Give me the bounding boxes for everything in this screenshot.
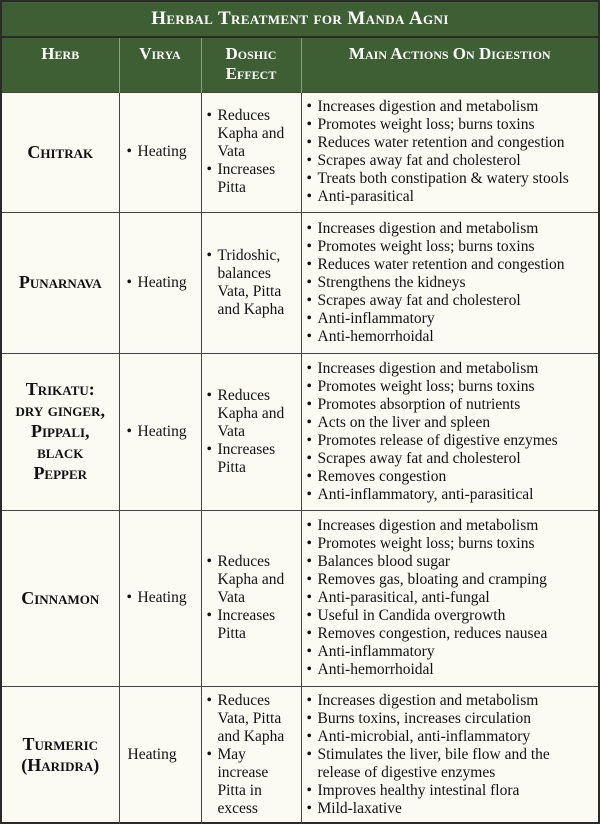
digestion-action-item: • Improves healthy intestinal flora xyxy=(306,782,597,800)
doshic-effect-item: • Reduces Kapha and Vata xyxy=(206,387,299,441)
virya-list xyxy=(126,274,201,292)
digestion-action-item: • Useful in Candida overgrowth xyxy=(306,607,597,625)
virya-cell xyxy=(119,686,201,824)
digestion-action-item: • Anti-parasitical xyxy=(306,188,597,206)
herb-name-line: Pippali, xyxy=(30,421,90,441)
digestion-actions-cell xyxy=(301,92,598,212)
virya-value: Heating xyxy=(127,746,177,764)
doshic-effect-list xyxy=(206,692,299,818)
table-row xyxy=(2,510,598,686)
digestion-action-item: • Removes congestion xyxy=(306,468,597,486)
doshic-effect-cell xyxy=(201,212,301,353)
table-title: Herbal Treatment for Manda Agni xyxy=(2,2,598,38)
virya-value: • Heating xyxy=(126,589,201,607)
digestion-actions-list xyxy=(306,98,597,206)
digestion-action-item: • Reduces water retention and congestion xyxy=(306,256,597,274)
herb-name-line: Chitrak xyxy=(27,141,94,162)
digestion-action-item: • Scrapes away fat and cholesterol xyxy=(306,450,597,468)
herb-name-line: Trikatu: xyxy=(25,379,95,399)
digestion-action-item: • Increases digestion and metabolism xyxy=(306,360,597,378)
herb-name-line: Turmeric xyxy=(22,734,99,755)
header-herb: Herb xyxy=(41,44,80,63)
herb-name-line: black xyxy=(37,442,84,462)
digestion-action-item: • Anti-inflammatory, anti-parasitical xyxy=(306,486,597,504)
digestion-actions-list xyxy=(306,692,597,818)
doshic-effect-cell xyxy=(201,686,301,824)
digestion-action-item: • Promotes absorption of nutrients xyxy=(306,396,597,414)
doshic-effect-item: • Increases Pitta xyxy=(206,441,299,477)
digestion-actions-cell xyxy=(301,686,598,824)
doshic-effect-item: • Increases Pitta xyxy=(206,161,299,197)
digestion-action-item: • Anti-inflammatory xyxy=(306,310,597,328)
digestion-actions-cell xyxy=(301,353,598,510)
digestion-action-item: • Increases digestion and metabolism xyxy=(306,220,597,238)
doshic-effect-cell xyxy=(201,510,301,686)
herb-name-cell xyxy=(2,686,119,824)
herb-name-line: dry ginger, xyxy=(15,400,105,420)
virya-value: • Heating xyxy=(126,274,201,292)
table-row xyxy=(2,353,598,510)
digestion-action-item: • Removes gas, bloating and cramping xyxy=(306,571,597,589)
doshic-effect-item: • Reduces Kapha and Vata xyxy=(206,553,299,607)
virya-list xyxy=(126,589,201,607)
herb-table xyxy=(2,38,598,824)
doshic-effect-item: • Increases Pitta xyxy=(206,607,299,643)
virya-cell xyxy=(119,212,201,353)
digestion-actions-list xyxy=(306,220,597,346)
herb-name-line: Punarnava xyxy=(18,272,102,292)
header-virya: Virya xyxy=(119,38,201,92)
doshic-effect-cell xyxy=(201,353,301,510)
doshic-effect-item: • May increase Pitta in excess xyxy=(206,746,299,818)
doshic-effect-list xyxy=(206,107,299,197)
digestion-action-item: • Stimulates the liver, bile flow and the release of digestive enzymes xyxy=(306,746,597,782)
digestion-action-item: • Promotes release of digestive enzymes xyxy=(306,432,597,450)
digestion-action-item: • Acts on the liver and spleen xyxy=(306,414,597,432)
digestion-action-item: • Increases digestion and metabolism xyxy=(306,98,597,116)
digestion-action-item: • Burns toxins, increases circulation xyxy=(306,710,597,728)
herb-name-cell xyxy=(2,212,119,353)
herb-name-line: Pepper xyxy=(33,463,88,483)
digestion-action-item: • Promotes weight loss; burns toxins xyxy=(306,378,597,396)
digestion-action-item: • Anti-inflammatory xyxy=(306,643,597,661)
herb-name-cell xyxy=(2,92,119,212)
digestion-action-item: • Promotes weight loss; burns toxins xyxy=(306,116,597,134)
herb-name-line: (Haridra) xyxy=(21,755,100,776)
table-row xyxy=(2,212,598,353)
digestion-action-item: • Treats both constipation & watery stools xyxy=(306,170,597,188)
virya-cell xyxy=(119,92,201,212)
table-row xyxy=(2,686,598,824)
virya-cell xyxy=(119,510,201,686)
virya-cell xyxy=(119,353,201,510)
doshic-effect-cell xyxy=(201,92,301,212)
digestion-action-item: • Balances blood sugar xyxy=(306,553,597,571)
doshic-effect-list xyxy=(206,247,299,319)
virya-list xyxy=(126,143,201,161)
digestion-action-item: • Promotes weight loss; burns toxins xyxy=(306,535,597,553)
doshic-effect-list xyxy=(206,387,299,477)
header-main-actions: Main Actions On Digestion xyxy=(301,38,598,92)
digestion-action-item: • Mild-laxative xyxy=(306,800,597,818)
virya-value: • Heating xyxy=(126,423,201,441)
doshic-effect-item: • Tridoshic, balances Vata, Pitta and Kapha xyxy=(206,247,299,319)
digestion-action-item: • Removes congestion, reduces nausea xyxy=(306,625,597,643)
digestion-action-item: • Promotes weight loss; burns toxins xyxy=(306,238,597,256)
digestion-actions-list xyxy=(306,360,597,504)
header-doshic-line1: Doshic xyxy=(225,44,277,63)
digestion-action-item: • Strengthens the kidneys xyxy=(306,274,597,292)
doshic-effect-list xyxy=(206,553,299,643)
virya-list xyxy=(126,423,201,441)
header-doshic-effect xyxy=(201,38,301,92)
virya-value: • Heating xyxy=(126,143,201,161)
header-doshic-line2: Effect xyxy=(225,63,277,83)
digestion-action-item: • Reduces water retention and congestion xyxy=(306,134,597,152)
digestion-action-item: • Increases digestion and metabolism xyxy=(306,692,597,710)
digestion-action-item: • Anti-hemorrhoidal xyxy=(306,328,597,346)
digestion-actions-list xyxy=(306,517,597,679)
doshic-effect-item: • Reduces Kapha and Vata xyxy=(206,107,299,161)
digestion-action-item: • Anti-parasitical, anti-fungal xyxy=(306,589,597,607)
header-row xyxy=(2,38,598,92)
digestion-actions-cell xyxy=(301,212,598,353)
table-row xyxy=(2,92,598,212)
herb-name-cell xyxy=(2,353,119,510)
herb-name-line: Cinnamon xyxy=(21,587,100,608)
digestion-action-item: • Anti-hemorrhoidal xyxy=(306,661,597,679)
digestion-action-item: • Increases digestion and metabolism xyxy=(306,517,597,535)
digestion-action-item: • Scrapes away fat and cholesterol xyxy=(306,152,597,170)
herb-name-cell xyxy=(2,510,119,686)
digestion-action-item: • Anti-microbial, anti-inflammatory xyxy=(306,728,597,746)
digestion-action-item: • Scrapes away fat and cholesterol xyxy=(306,292,597,310)
digestion-actions-cell xyxy=(301,510,598,686)
doshic-effect-item: • Reduces Vata, Pitta and Kapha xyxy=(206,692,299,746)
